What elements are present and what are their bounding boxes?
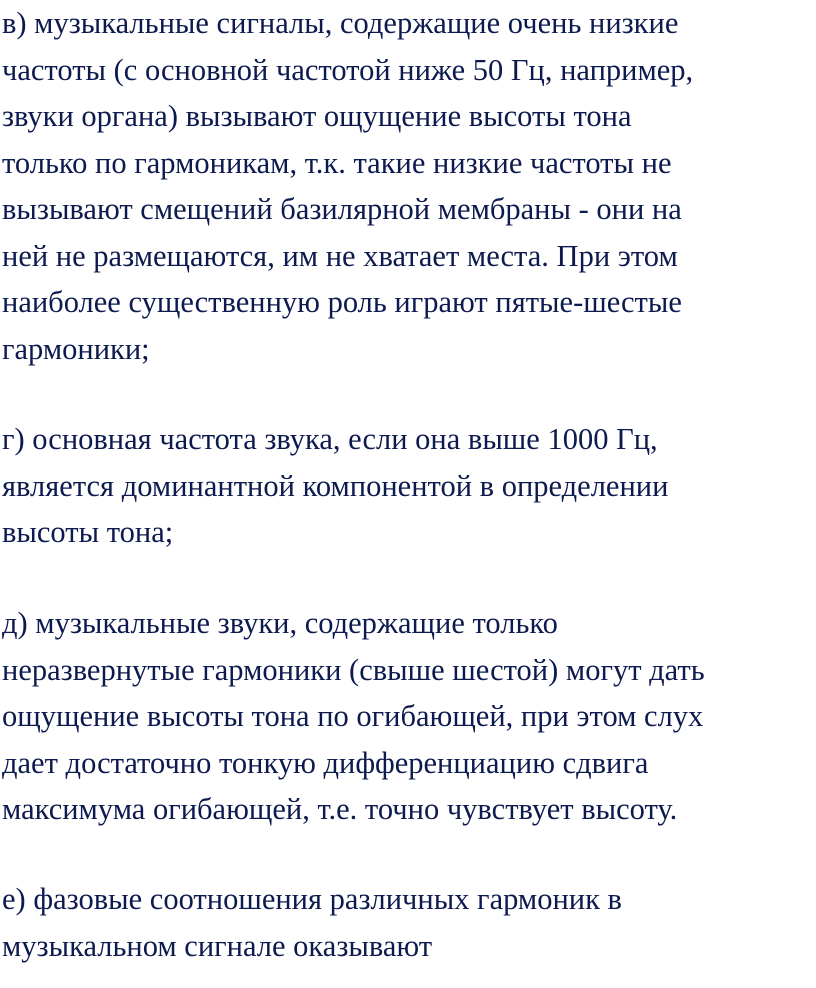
paragraph-e: [2, 876, 622, 969]
text-line: ней не размещаются, им не хватает места. При этом: [2, 238, 678, 273]
text-line: ощущение высоты тона по огибающей, при этом слух: [2, 699, 704, 733]
text-line: дает достаточно тонкую дифференциацию сдвига: [2, 745, 649, 780]
paragraph-v: [2, 0, 693, 372]
text-line: вызывают смещений базилярной мембраны - они на: [2, 192, 682, 226]
text-line: г) основная частота звука, если она выше 1000 Гц,: [2, 422, 658, 456]
text-line: в) музыкальные сигналы, содержащие очень низкие: [2, 6, 679, 40]
text-line: наиболее существенную роль играют пятые-шестые: [2, 285, 682, 319]
text-line: е) фазовые соотношения различных гармоник в: [2, 882, 622, 916]
text-line: неразвернутые гармоники (свыше шестой) могут дать: [2, 652, 705, 687]
text-line: максимума огибающей, т.е. точно чувствует высоту.: [2, 792, 678, 826]
text-line: музыкальном сигнале оказывают: [2, 928, 433, 963]
text-line: высоты тона;: [2, 515, 174, 549]
text-line: звуки органа) вызывают ощущение высоты тона: [2, 99, 632, 133]
paragraph-g: [2, 416, 668, 556]
text-line: гармоники;: [2, 331, 150, 366]
text-line: является доминантной компонентой в определении: [2, 468, 669, 503]
paragraph-d: [2, 600, 705, 833]
text-line: только по гармоникам, т.к. такие низкие частоты не: [2, 145, 672, 180]
text-line: д) музыкальные звуки, содержащие только: [2, 606, 558, 640]
text-line: частоты (с основной частотой ниже 50 Гц, например,: [2, 52, 694, 87]
